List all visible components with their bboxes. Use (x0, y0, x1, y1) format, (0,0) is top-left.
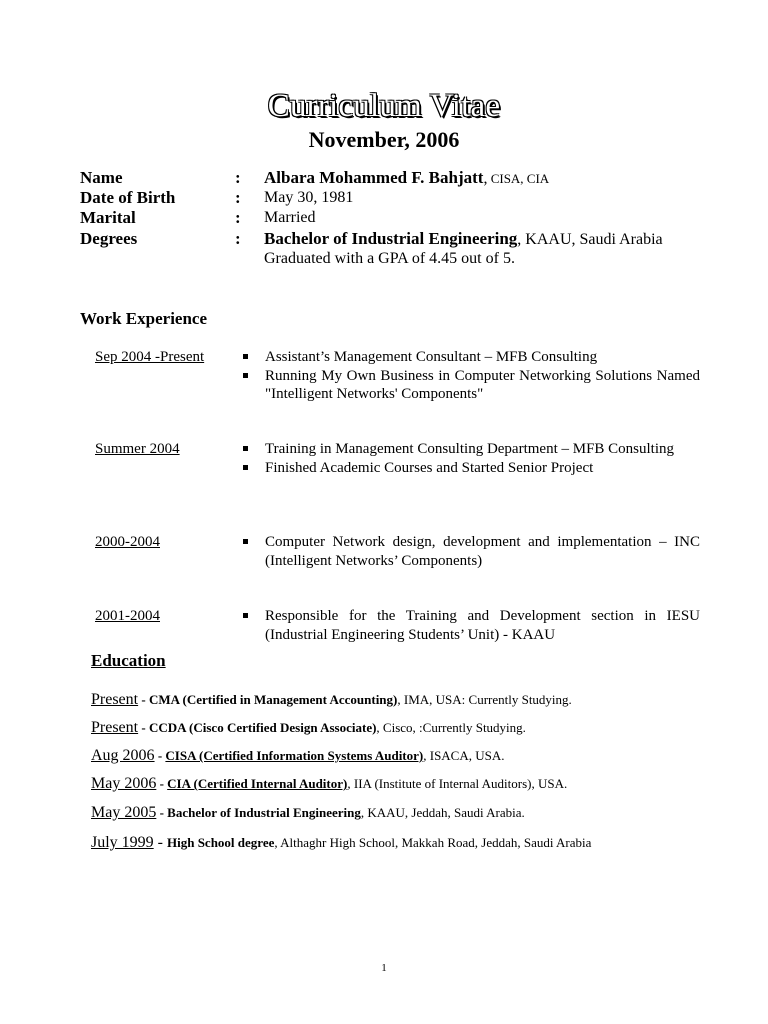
work-item-list (242, 440, 700, 477)
work-item-list (242, 348, 700, 404)
degrees-colon: : (235, 229, 241, 248)
degree-gpa: Graduated with a GPA of 4.45 out of 5. (264, 250, 515, 267)
education-detail: , IMA, USA: Currently Studying. (397, 692, 572, 707)
dob-value: May 30, 1981 (264, 189, 354, 206)
education-entry (91, 803, 681, 822)
name-comma: , (483, 170, 488, 187)
education-heading: Education (91, 651, 166, 670)
education-name: High School degree (167, 835, 275, 850)
cv-title: Curriculum Vitae (267, 88, 501, 124)
work-heading: Work Experience (80, 309, 208, 328)
education-entry (91, 833, 764, 852)
education-entry (91, 774, 681, 793)
education-entry (91, 718, 681, 737)
education-detail: , ISACA, USA. (423, 748, 505, 763)
name-label: Name (80, 168, 123, 187)
name-colon: : (235, 168, 241, 187)
marital-colon: : (235, 208, 241, 227)
cv-date: November, 2006 (308, 127, 460, 152)
education-date: May 2005 (91, 804, 157, 821)
degrees-label: Degrees (80, 229, 138, 248)
work-period: Sep 2004 -Present (95, 349, 205, 365)
education-detail: , Althaghr High School, Makkah Road, Jeddah, Saudi Arabia (274, 835, 592, 850)
education-name: CIA (Certified Internal Auditor) (167, 776, 348, 791)
education-dash: - (138, 720, 149, 735)
name-credentials: CISA, CIA (487, 171, 550, 186)
education-dash: - (154, 748, 166, 763)
education-date: Aug 2006 (91, 747, 155, 764)
marital-value: Married (264, 209, 316, 226)
education-date: July 1999 (91, 834, 154, 851)
education-date: May 2006 (91, 775, 157, 792)
degrees-value (264, 229, 714, 250)
work-period: 2000-2004 (95, 534, 160, 550)
education-detail: , IIA (Institute of Internal Auditors), USA. (347, 776, 568, 791)
education-date: Present (91, 691, 139, 708)
education-name: CISA (Certified Information Systems Auditor) (165, 748, 424, 763)
education-detail: , Cisco, :Currently Studying. (376, 720, 526, 735)
education-name: CMA (Certified in Management Accounting) (148, 692, 398, 707)
dob-colon: : (235, 188, 241, 207)
degree-main: Bachelor of Industrial Engineering (264, 229, 518, 248)
work-item: Running My Own Business in Computer Networking Solutions Named "Intelligent Networks' Components" (242, 367, 700, 404)
dob-label: Date of Birth (80, 188, 176, 207)
work-item: Computer Network design, development and implementation – INC (Intelligent Networks’ Components) (242, 533, 700, 570)
education-name: Bachelor of Industrial Engineering (167, 805, 361, 820)
work-period: 2001-2004 (95, 608, 160, 624)
work-item-list (242, 533, 700, 570)
work-item: Assistant’s Management Consultant – MFB Consulting (242, 348, 700, 367)
work-item-list (242, 607, 700, 644)
education-date: Present (91, 719, 139, 736)
name-value (264, 168, 714, 189)
degree-rest: , KAAU, Saudi Arabia (517, 231, 663, 248)
education-name: CCDA (Cisco Certified Design Associate) (148, 720, 377, 735)
work-item: Finished Academic Courses and Started Senior Project (242, 459, 700, 478)
education-dash: - (138, 692, 149, 707)
education-entry (91, 746, 681, 765)
work-period: Summer 2004 (95, 441, 180, 457)
marital-label: Marital (80, 208, 136, 227)
education-dash: - (156, 776, 168, 791)
page-number: 1 (381, 962, 387, 974)
education-dash: - (153, 834, 167, 851)
name-main: Albara Mohammed F. Bahjatt (264, 168, 484, 187)
education-detail: , KAAU, Jeddah, Saudi Arabia. (360, 805, 525, 820)
work-item: Training in Management Consulting Department – MFB Consulting (242, 440, 700, 459)
education-dash: - (156, 805, 168, 820)
education-entry (91, 690, 681, 709)
work-item: Responsible for the Training and Development section in IESU (Industrial Engineering Students’ Unit) - KAAU (242, 607, 700, 644)
